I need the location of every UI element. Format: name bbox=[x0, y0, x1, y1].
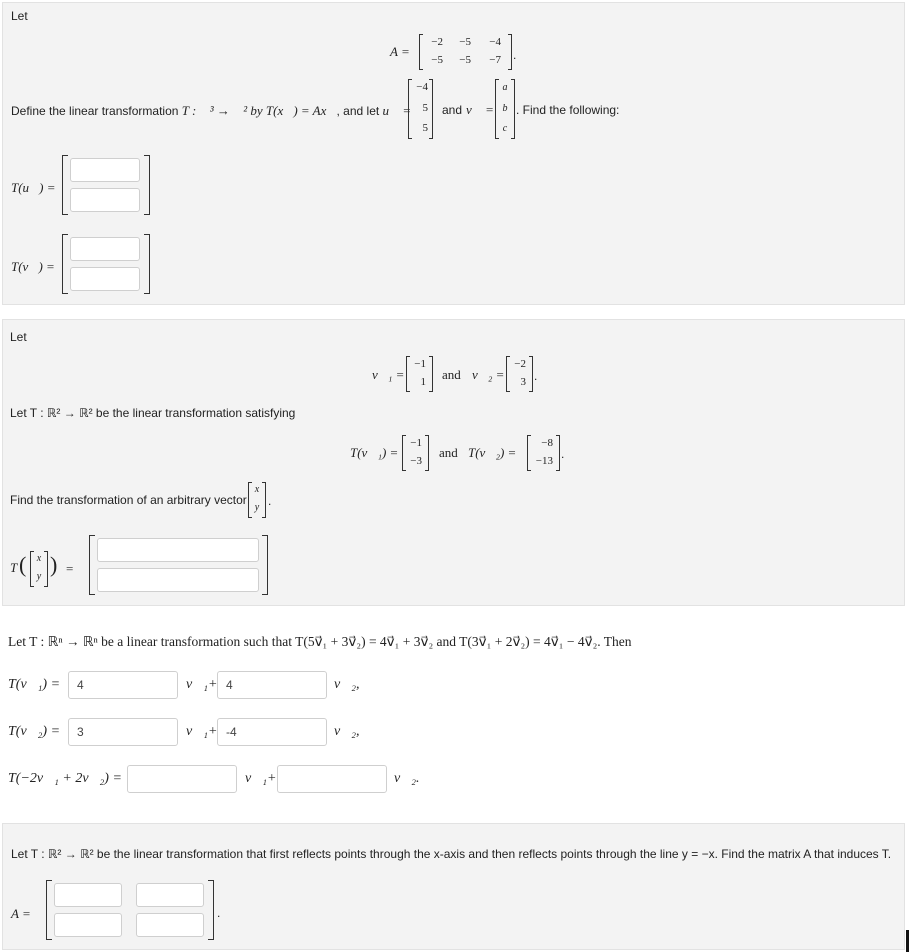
T-xy-input-1[interactable] bbox=[97, 538, 259, 562]
Tv-input-1[interactable] bbox=[70, 237, 140, 261]
v-1: b bbox=[502, 103, 508, 114]
p4-A-label: A = bbox=[11, 906, 31, 921]
p2-paren-close: ) bbox=[50, 552, 58, 577]
A-cell-1-1: −5 bbox=[459, 54, 471, 66]
A-cell-1-0: −5 bbox=[431, 54, 443, 66]
p3-row2-v1plus: v⃗₁+ bbox=[186, 724, 218, 739]
A-cell-0-2: −4 bbox=[489, 36, 501, 48]
p2-v1-label: v⃗₁ = bbox=[372, 367, 405, 382]
A-input-1-1[interactable] bbox=[54, 883, 122, 907]
p3-row2-label: T(v⃗₂) = bbox=[8, 724, 61, 739]
p2-find: Find the transformation of an arbitrary vector bbox=[10, 493, 247, 507]
p1-Tu-label: T(u⃗) = bbox=[11, 180, 56, 195]
p1-define-post: , and let bbox=[336, 104, 383, 118]
p1-define-line bbox=[11, 103, 411, 119]
Tv-input-2[interactable] bbox=[70, 267, 140, 291]
p2-v2-label: v⃗₂ = bbox=[472, 367, 505, 382]
A-cell-0-0: −2 bbox=[431, 36, 443, 48]
text-cursor bbox=[906, 930, 909, 952]
p3-row3-v1plus: v⃗₁+ bbox=[245, 771, 277, 786]
T-xy-1: y bbox=[36, 571, 42, 582]
p4-statement: Let T : ℝ² → ℝ² be the linear transformation that first reflects points through the x-axis and then reflects points through the line y = −x. Find the matrix A that induces T. bbox=[11, 847, 892, 861]
p2-find-period: . bbox=[268, 494, 272, 508]
u-0: −4 bbox=[416, 81, 428, 93]
u-2: 5 bbox=[422, 122, 428, 134]
p3-statement: Let T : ℝⁿ → ℝⁿ be a linear transformation such that T(5v⃗₁ + 3v⃗₂) = 4v⃗₁ + 3v⃗₂ and T(3v⃗₁ + 2v⃗₂) = 4v⃗₁ − 4v⃗₂. Then bbox=[8, 634, 632, 649]
v1-1: 1 bbox=[420, 376, 426, 388]
A-cell-0-1: −5 bbox=[459, 36, 471, 48]
p3-row1-label: T(v⃗₁) = bbox=[8, 677, 61, 692]
p1-let: Let bbox=[11, 9, 28, 23]
p4-period: . bbox=[217, 906, 221, 920]
Tu-input-1[interactable] bbox=[70, 158, 140, 182]
v-2: c bbox=[502, 123, 508, 134]
p2-Tv2-label: T(v⃗₂) = bbox=[468, 445, 517, 460]
p1-define-pre: Define the linear transformation bbox=[11, 104, 182, 118]
A-input-2-1[interactable] bbox=[54, 913, 122, 937]
Tv2-0: −8 bbox=[541, 437, 553, 449]
combo-coef1-input[interactable] bbox=[127, 765, 237, 793]
v1-0: −1 bbox=[414, 358, 426, 370]
p3-row3-v2period: v⃗₂. bbox=[394, 771, 420, 786]
A-input-2-2[interactable] bbox=[136, 913, 204, 937]
p2-T-label: T bbox=[10, 560, 18, 575]
Tv2-coef1-input[interactable] bbox=[68, 718, 178, 746]
p2-and-2: and bbox=[439, 445, 458, 460]
p2-Tv1-label: T(v⃗₁) = bbox=[350, 445, 399, 460]
p1-u-label: u⃗ = bbox=[382, 103, 412, 118]
xy-1: y bbox=[254, 502, 260, 513]
combo-coef2-input[interactable] bbox=[277, 765, 387, 793]
v2-0: −2 bbox=[514, 358, 526, 370]
A-input-1-2[interactable] bbox=[136, 883, 204, 907]
v2-1: 3 bbox=[520, 376, 526, 388]
T-xy-0: x bbox=[36, 553, 42, 564]
p2-and-1: and bbox=[442, 367, 461, 382]
Tv1-0: −1 bbox=[410, 437, 422, 449]
p3-row2-v2comma: v⃗₂, bbox=[334, 724, 360, 739]
p1-A-label: A = bbox=[390, 44, 410, 59]
p1-find: . Find the following: bbox=[516, 103, 620, 117]
Tu-input-2[interactable] bbox=[70, 188, 140, 212]
Tv2-1: −13 bbox=[535, 455, 553, 467]
v-0: a bbox=[502, 82, 508, 93]
p2-intro: Let T : ℝ² → ℝ² be the linear transformation satisfying bbox=[10, 406, 296, 420]
p1-define-math: T : ℝ³ → ℝ² by T(x⃗) = Ax⃗ bbox=[181, 103, 337, 118]
Tv2-coef2-input[interactable] bbox=[217, 718, 327, 746]
Tv1-coef2-input[interactable] bbox=[217, 671, 327, 699]
p1-A-period: . bbox=[513, 48, 517, 62]
p2-let: Let bbox=[10, 330, 27, 344]
Tv1-coef1-input[interactable] bbox=[68, 671, 178, 699]
p2-period-2: . bbox=[561, 447, 565, 461]
p1-v-label: v⃗ = bbox=[466, 102, 494, 117]
u-1: 5 bbox=[422, 102, 428, 114]
p3-row3-label: T(−2v⃗₁ + 2v⃗₂) = bbox=[8, 771, 122, 786]
p2-period-1: . bbox=[534, 369, 538, 383]
Tv1-1: −3 bbox=[410, 455, 422, 467]
T-xy-input-2[interactable] bbox=[97, 568, 259, 592]
p2-paren-open: ( bbox=[19, 552, 27, 577]
xy-0: x bbox=[254, 484, 260, 495]
p3-row1-v2comma: v⃗₂, bbox=[334, 677, 360, 692]
p2-eq: = bbox=[66, 561, 74, 576]
A-cell-1-2: −7 bbox=[489, 54, 501, 66]
p1-Tv-label: T(v⃗) = bbox=[11, 259, 55, 274]
p3-row1-v1plus: v⃗₁+ bbox=[186, 677, 218, 692]
p1-and: and bbox=[442, 103, 463, 117]
